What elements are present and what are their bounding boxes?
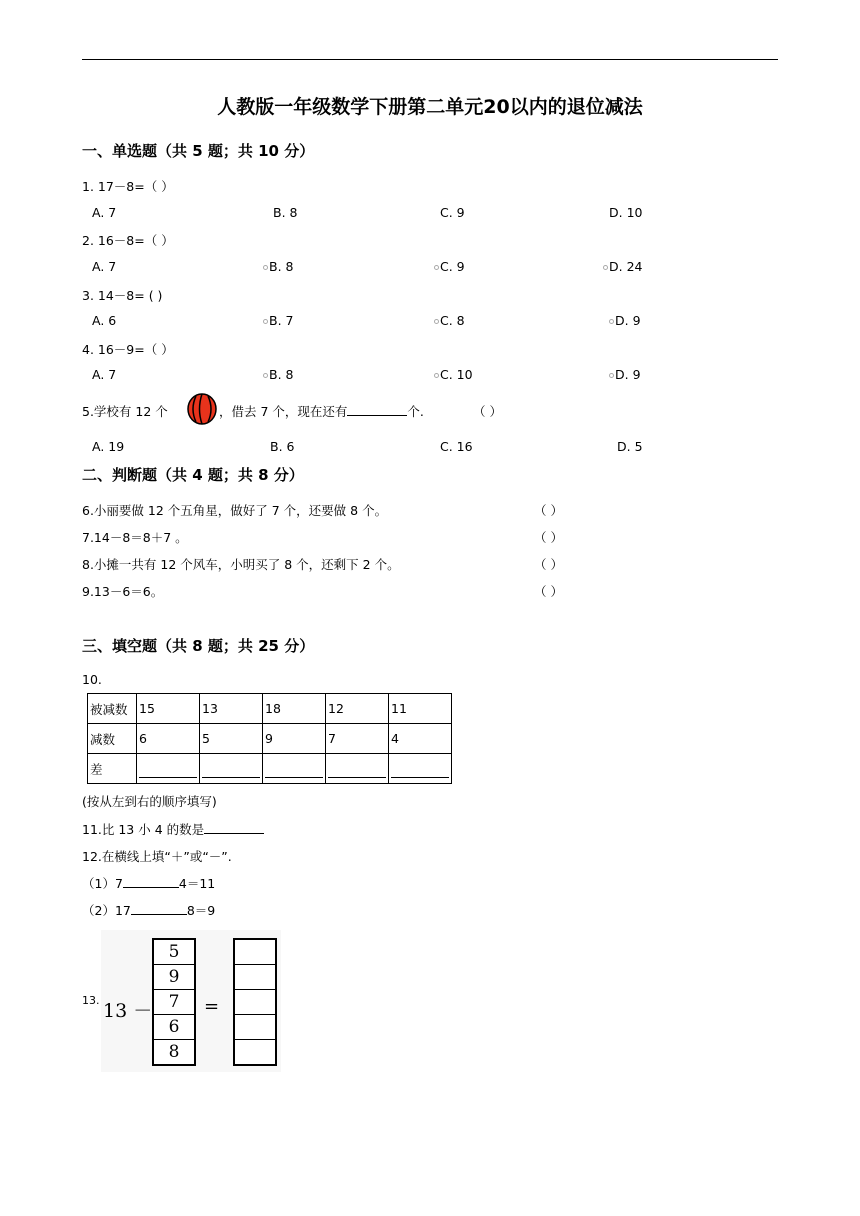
question-10-note: (按从左到右的顺序填写) bbox=[82, 794, 217, 809]
q4-option-d-label: D. 9 bbox=[615, 367, 641, 382]
q9-answer-paren[interactable]: （ ） bbox=[534, 584, 563, 599]
subtrahend-cell: 7 bbox=[154, 990, 194, 1015]
row-header-minuend: 被减数 bbox=[88, 694, 137, 724]
q2-option-c bbox=[434, 259, 465, 274]
q4-option-b-label: B. 8 bbox=[269, 367, 294, 382]
page-title: 人教版一年级数学下册第二单元20以内的退位减法 bbox=[217, 96, 643, 118]
q4-option-b bbox=[263, 367, 293, 382]
table-cell: 7 bbox=[326, 724, 389, 754]
q3-option-b bbox=[263, 313, 293, 328]
answer-blank[interactable] bbox=[123, 875, 179, 888]
q8-answer-paren[interactable]: （ ） bbox=[534, 557, 563, 572]
q1-option-a: A. 7 bbox=[92, 205, 117, 220]
subtrahend-cell: 9 bbox=[154, 965, 194, 990]
question-13-label: 13. bbox=[82, 994, 100, 1007]
basketball-icon bbox=[186, 392, 218, 426]
table-cell: 6 bbox=[137, 724, 200, 754]
q12-2-post: 8＝9 bbox=[186, 903, 216, 918]
bullet-dot-icon bbox=[609, 319, 614, 324]
section-heading-fill: 三、填空题（共 8 题；共 25 分） bbox=[82, 637, 315, 655]
table-row bbox=[88, 724, 452, 754]
row-header-difference: 差 bbox=[88, 754, 137, 784]
answer-box[interactable] bbox=[235, 940, 275, 965]
q7-answer-paren[interactable]: （ ） bbox=[534, 530, 563, 545]
subtraction-diagram bbox=[101, 930, 281, 1072]
question-12-part-2 bbox=[82, 901, 215, 919]
q4-option-c bbox=[434, 367, 473, 382]
q2-option-b bbox=[263, 259, 293, 274]
answer-cell[interactable] bbox=[389, 754, 452, 784]
answer-blank[interactable] bbox=[328, 765, 386, 778]
table-row bbox=[88, 694, 452, 724]
question-12: 12.在横线上填“＋”或“－”. bbox=[82, 849, 232, 864]
question-7: 7.14－8＝8＋7 。 bbox=[82, 530, 188, 545]
subtraction-table bbox=[87, 693, 452, 784]
q3-option-d bbox=[609, 313, 641, 328]
table-cell: 13 bbox=[200, 694, 263, 724]
q1-option-d: D. 10 bbox=[609, 205, 643, 220]
q1-option-b: B. 8 bbox=[273, 205, 298, 220]
question-5-paren: （ ） bbox=[473, 404, 502, 419]
table-cell: 5 bbox=[200, 724, 263, 754]
q4-option-d bbox=[609, 367, 641, 382]
bullet-dot-icon bbox=[609, 373, 614, 378]
question-5-end: 个. bbox=[407, 404, 424, 419]
question-6: 6.小丽要做 12 个五角星，做好了 7 个，还要做 8 个。 bbox=[82, 503, 388, 518]
question-9: 9.13－6＝6。 bbox=[82, 584, 164, 599]
q2-option-b-label: B. 8 bbox=[269, 259, 294, 274]
bullet-dot-icon bbox=[434, 265, 439, 270]
bullet-dot-icon bbox=[263, 265, 268, 270]
answer-cell[interactable] bbox=[326, 754, 389, 784]
question-12-part-1 bbox=[82, 874, 215, 892]
q12-1-pre: （1）7 bbox=[82, 876, 123, 891]
q4-option-a: A. 7 bbox=[92, 367, 117, 382]
q2-option-d bbox=[603, 259, 642, 274]
question-4: 4. 16－9=（ ） bbox=[82, 342, 174, 357]
table-cell: 18 bbox=[263, 694, 326, 724]
subtrahend-column bbox=[152, 938, 196, 1066]
q5-option-d: D. 5 bbox=[617, 439, 643, 454]
question-2: 2. 16－8=（ ） bbox=[82, 233, 174, 248]
section-heading-judge: 二、判断题（共 4 题；共 8 分） bbox=[82, 466, 304, 484]
bullet-dot-icon bbox=[434, 319, 439, 324]
table-cell: 4 bbox=[389, 724, 452, 754]
answer-box[interactable] bbox=[235, 965, 275, 990]
q3-option-d-label: D. 9 bbox=[615, 313, 641, 328]
bullet-dot-icon bbox=[263, 319, 268, 324]
q2-option-c-label: C. 9 bbox=[440, 259, 465, 274]
answer-blank[interactable] bbox=[204, 821, 264, 834]
answer-blank[interactable] bbox=[202, 765, 260, 778]
subtrahend-cell: 8 bbox=[168, 1042, 180, 1062]
q5-option-c: C. 16 bbox=[440, 439, 473, 454]
q12-1-post: 4＝11 bbox=[178, 876, 216, 891]
question-8: 8.小摊一共有 12 个风车，小明买了 8 个，还剩下 2 个。 bbox=[82, 557, 400, 572]
q5-option-a: A. 19 bbox=[92, 439, 125, 454]
subtrahend-cell: 5 bbox=[154, 940, 194, 965]
answer-box[interactable] bbox=[235, 1015, 275, 1040]
q3-option-a: A. 6 bbox=[92, 313, 117, 328]
answer-cell[interactable] bbox=[263, 754, 326, 784]
question-5-stem-pre: 5.学校有 12 个 bbox=[82, 404, 168, 419]
question-10-label: 10. bbox=[82, 672, 102, 687]
answer-cell[interactable] bbox=[200, 754, 263, 784]
table-row bbox=[88, 754, 452, 784]
question-11-text: 11.比 13 小 4 的数是 bbox=[82, 822, 205, 837]
answer-column bbox=[233, 938, 277, 1066]
answer-box[interactable] bbox=[235, 990, 275, 1015]
q3-option-c bbox=[434, 313, 465, 328]
answer-blank[interactable] bbox=[391, 765, 449, 778]
question-11 bbox=[82, 820, 264, 838]
question-5-stem-post bbox=[219, 402, 424, 420]
question-1: 1. 17－8=（ ） bbox=[82, 179, 174, 194]
bullet-dot-icon bbox=[603, 265, 608, 270]
minuend-label: 13 － bbox=[103, 1000, 153, 1022]
q5-option-b: B. 6 bbox=[270, 439, 295, 454]
q2-option-a: A. 7 bbox=[92, 259, 117, 274]
equals-sign: = bbox=[204, 996, 220, 1017]
bullet-dot-icon bbox=[263, 373, 268, 378]
answer-box[interactable] bbox=[235, 1040, 275, 1064]
bullet-dot-icon bbox=[434, 373, 439, 378]
answer-blank[interactable] bbox=[347, 403, 407, 416]
question-3: 3. 14－8= ( ) bbox=[82, 288, 163, 303]
section-heading-choice: 一、单选题（共 5 题；共 10 分） bbox=[82, 142, 315, 160]
answer-blank[interactable] bbox=[265, 765, 323, 778]
answer-cell[interactable] bbox=[137, 754, 200, 784]
q3-option-b-label: B. 7 bbox=[269, 313, 294, 328]
subtrahend-cell: 6 bbox=[154, 1015, 194, 1040]
q2-option-d-label: D. 24 bbox=[609, 259, 643, 274]
q3-option-c-label: C. 8 bbox=[440, 313, 465, 328]
answer-blank[interactable] bbox=[131, 902, 187, 915]
table-cell: 12 bbox=[326, 694, 389, 724]
q4-option-c-label: C. 10 bbox=[440, 367, 473, 382]
question-5-text: ，借去 7 个，现在还有 bbox=[219, 404, 348, 419]
table-cell: 9 bbox=[263, 724, 326, 754]
q1-option-c: C. 9 bbox=[440, 205, 465, 220]
answer-blank[interactable] bbox=[139, 765, 197, 778]
q12-2-pre: （2）17 bbox=[82, 903, 131, 918]
q6-answer-paren[interactable]: （ ） bbox=[534, 503, 563, 518]
table-cell: 15 bbox=[137, 694, 200, 724]
row-header-subtrahend: 减数 bbox=[88, 724, 137, 754]
header-rule bbox=[82, 59, 778, 60]
table-cell: 11 bbox=[389, 694, 452, 724]
